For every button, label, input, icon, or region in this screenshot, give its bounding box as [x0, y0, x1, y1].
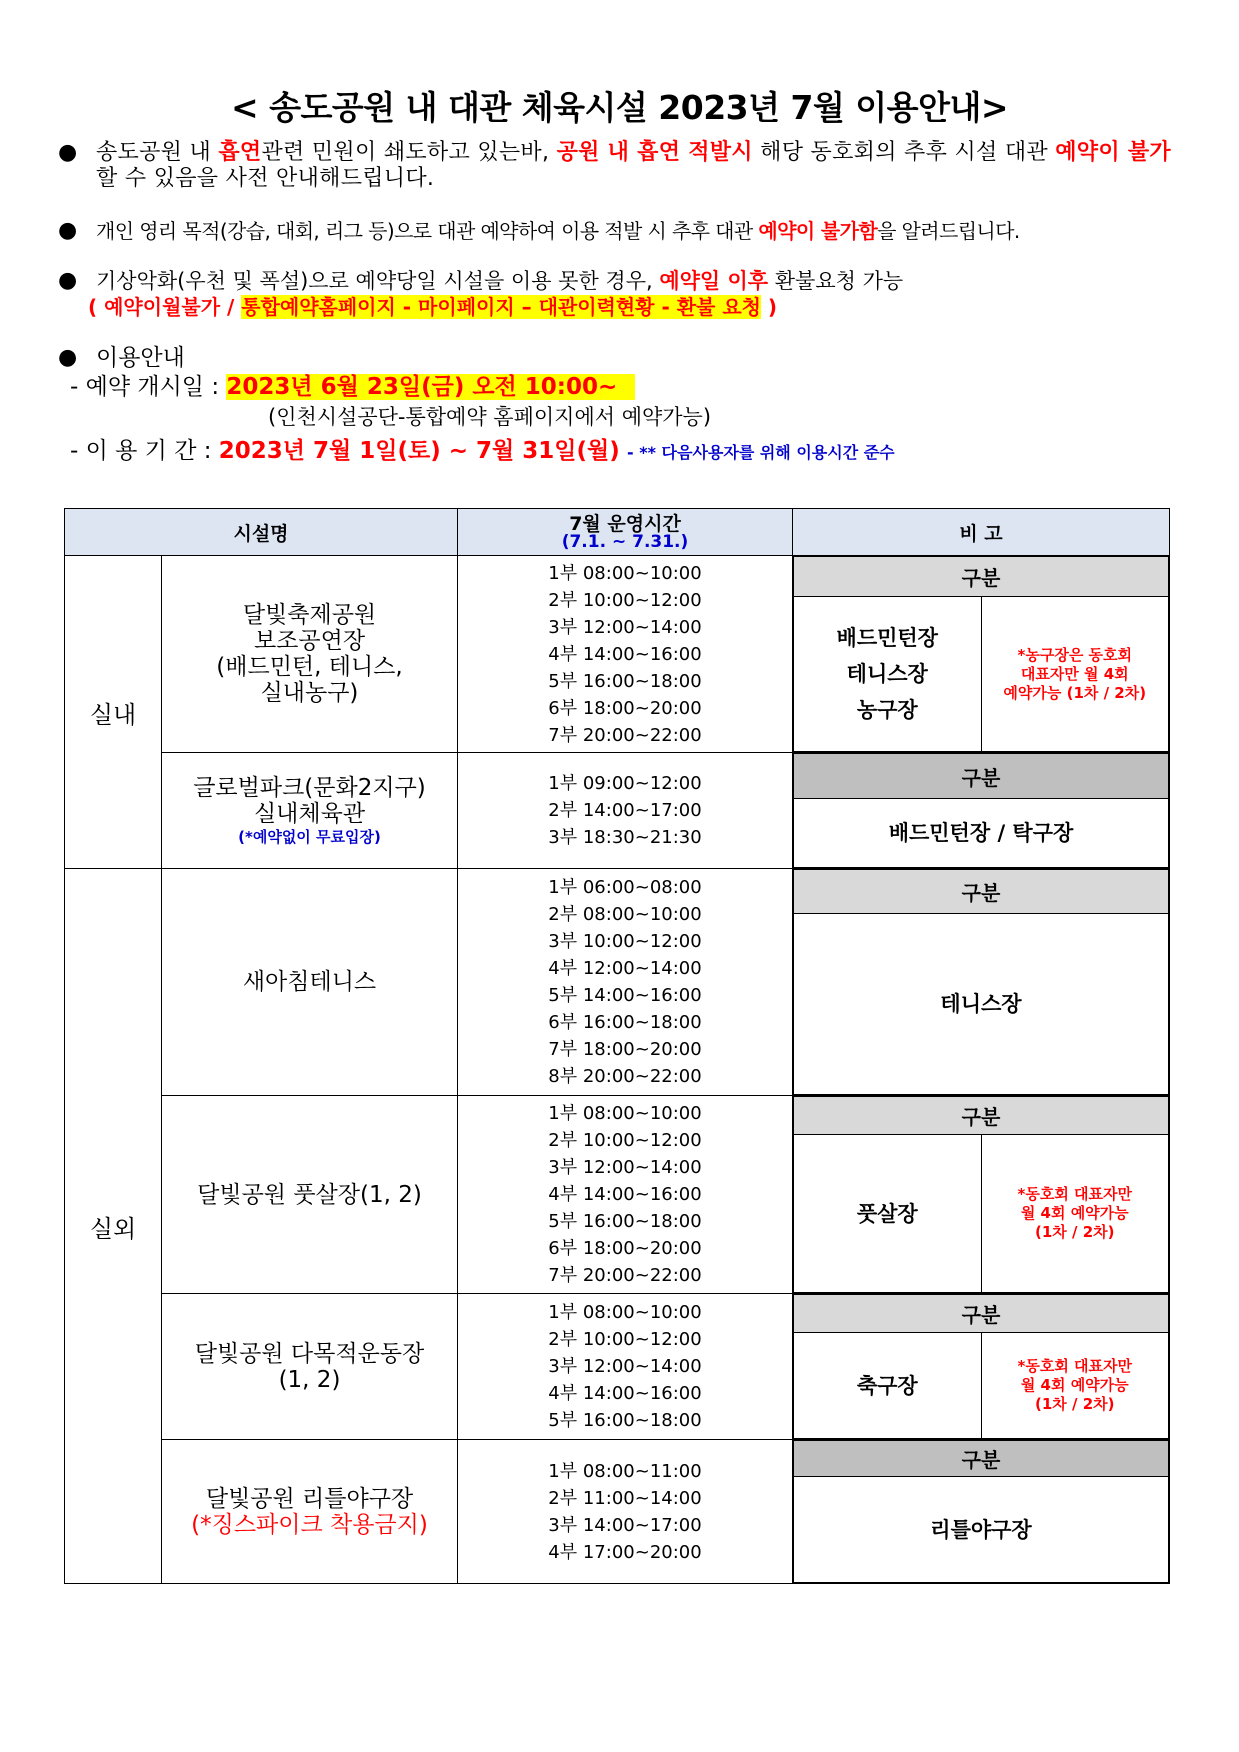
- time-slot: 2부 14:00~17:00: [548, 800, 702, 821]
- time-slot: 6부 18:00~20:00: [548, 697, 702, 719]
- time-slot: 7부 20:00~22:00: [548, 724, 702, 746]
- time-slot: 1부 08:00~10:00: [548, 1302, 702, 1323]
- gubun-label: 구분: [794, 1295, 1169, 1333]
- facility-table: [64, 508, 1170, 1584]
- usage-period-note: - ** 다음사용자를 위해 이용시간 준수: [627, 443, 895, 462]
- time-slot: 1부 08:00~10:00: [548, 562, 702, 584]
- notice-text: 해당 동호회의 추후 시설 대관: [752, 140, 1056, 165]
- bullet-icon: ●: [58, 345, 78, 370]
- table-row: [65, 1096, 1170, 1294]
- remarks-cell: [793, 869, 1170, 1096]
- notice-emphasis: 예약일 이후: [659, 269, 769, 293]
- notice-text: 환불요청 가능: [768, 269, 904, 293]
- time-slot: 4부 14:00~16:00: [548, 1184, 702, 1205]
- header-facility: 시설명: [65, 509, 458, 556]
- usage-period-value: 2023년 7월 1일(토) ~ 7월 31일(월): [218, 438, 620, 464]
- note-line: 월 4회 예약가능: [1020, 1376, 1129, 1394]
- note-line: *동호회 대표자만: [1017, 1357, 1132, 1375]
- reservation-note: [981, 597, 1169, 752]
- bullet-icon: ●: [58, 140, 78, 165]
- time-slot: 5부 16:00~18:00: [548, 670, 702, 692]
- note-line: *동호회 대표자만: [1017, 1185, 1132, 1203]
- facility-name-line: 보조공연장: [253, 628, 366, 654]
- facility-types: [794, 597, 982, 752]
- time-slot: 4부 14:00~16:00: [548, 1383, 702, 1404]
- remarks-cell: [793, 1440, 1170, 1584]
- table-row: [65, 1294, 1170, 1440]
- reservation-open: [70, 373, 635, 401]
- time-slot: 7부 18:00~20:00: [548, 1039, 702, 1060]
- reservation-note: [981, 1135, 1169, 1293]
- free-entry-note: (*예약없이 무료입장): [238, 827, 381, 846]
- time-slot: 1부 08:00~10:00: [548, 1103, 702, 1124]
- note-line: 대표자만 월 4회: [1020, 664, 1129, 683]
- notice-text: 관련 민원이 쇄도하고 있는바,: [261, 140, 557, 165]
- time-slot: 2부 10:00~12:00: [548, 1329, 702, 1350]
- notice-emphasis: 예약이 불가함: [758, 219, 878, 243]
- note-line: 월 4회 예약가능: [1020, 1204, 1129, 1222]
- note-line: 예약가능 (1차 / 2차): [1003, 683, 1147, 702]
- facility-name: [162, 1294, 458, 1440]
- time-slot: 3부 12:00~14:00: [548, 616, 702, 638]
- time-slot: 3부 12:00~14:00: [548, 1356, 702, 1377]
- facility-type: 테니스장: [794, 914, 1169, 1095]
- time-slot: 6부 18:00~20:00: [548, 1238, 702, 1259]
- gubun-label: 구분: [794, 1441, 1169, 1477]
- facility-type: 테니스장: [846, 662, 928, 686]
- table-row: [65, 753, 1170, 869]
- spike-ban-note: (*징스파이크 착용금지): [191, 1511, 428, 1538]
- time-slot: 4부 17:00~20:00: [548, 1541, 702, 1563]
- remarks-cell: [793, 1096, 1170, 1294]
- bullet-icon: ●: [58, 268, 78, 293]
- gubun-label: 구분: [794, 557, 1169, 597]
- time-slot: 5부 16:00~18:00: [548, 1211, 702, 1232]
- usage-period-label: - 이 용 기 간 :: [70, 438, 212, 464]
- facility-name: [162, 1440, 458, 1584]
- time-slots: [458, 869, 793, 1096]
- category-outdoor: 실외: [65, 869, 162, 1584]
- table-row: [65, 556, 1170, 753]
- header-hours-label: 7월 운영시간: [569, 512, 681, 535]
- time-slots: [458, 753, 793, 869]
- time-slot: 1부 09:00~12:00: [548, 773, 702, 794]
- time-slots: [458, 1096, 793, 1294]
- header-remarks: 비 고: [793, 509, 1170, 556]
- notice-emphasis: 흡연: [218, 140, 262, 165]
- notice-text: 할 수 있음을 사전 안내해드립니다.: [96, 166, 435, 191]
- usage-guide: [58, 345, 1188, 371]
- note-line: *농구장은 동호회: [1017, 645, 1132, 664]
- reservation-note: [981, 1333, 1169, 1439]
- notice-refund: [58, 268, 1188, 320]
- time-slot: 2부 11:00~14:00: [548, 1487, 702, 1509]
- notice-emphasis: 공원 내 흡연 적발시: [556, 140, 753, 165]
- facility-type: 풋살장: [794, 1135, 982, 1293]
- facility-type: 축구장: [794, 1333, 982, 1439]
- facility-type: 배드민턴장 / 탁구장: [794, 799, 1169, 868]
- time-slot: 4부 14:00~16:00: [548, 643, 702, 665]
- refund-suffix: ): [760, 295, 778, 319]
- time-slot: 8부 20:00~22:00: [548, 1066, 702, 1087]
- usage-guide-heading: 이용안내: [96, 345, 185, 371]
- facility-name-line: (1, 2): [278, 1366, 341, 1393]
- page-title: < 송도공원 내 대관 체육시설 2023년 7월 이용안내>: [231, 88, 1008, 127]
- time-slot: 2부 10:00~12:00: [548, 589, 702, 611]
- time-slot: 6부 16:00~18:00: [548, 1012, 702, 1033]
- table-row: [65, 869, 1170, 1096]
- reservation-open-value: 2023년 6월 23일(금) 오전 10:00~: [226, 374, 635, 400]
- facility-type: 배드민턴장: [836, 626, 938, 650]
- usage-period: [70, 437, 895, 467]
- time-slot: 3부 12:00~14:00: [548, 1157, 702, 1178]
- refund-path-text: 통합예약홈페이지 - 마이페이지 – 대관이력현황 - 환불 요청: [241, 295, 761, 319]
- time-slot: 3부 18:30~21:30: [548, 827, 702, 848]
- category-indoor: 실내: [65, 556, 162, 869]
- facility-name-line: 실내체육관: [253, 800, 366, 827]
- time-slots: [458, 1294, 793, 1440]
- facility-name: 달빛공원 풋살장(1, 2): [162, 1096, 458, 1294]
- facility-name-line: 달빛축제공원: [242, 602, 377, 628]
- time-slot: 5부 14:00~16:00: [548, 985, 702, 1006]
- time-slot: 5부 16:00~18:00: [548, 1410, 702, 1431]
- note-line: (1차 / 2차): [1035, 1223, 1115, 1241]
- facility-name: 새아침테니스: [162, 869, 458, 1096]
- facility-name-line: 달빛공원 다목적운동장: [194, 1340, 425, 1367]
- facility-name: [162, 556, 458, 753]
- notice-commercial: [58, 218, 1188, 244]
- bullet-icon: ●: [58, 218, 77, 243]
- facility-name-line: 글로벌파크(문화2지구): [193, 774, 426, 801]
- time-slots: [458, 556, 793, 753]
- facility-name-line: 달빛공원 리틀야구장: [205, 1485, 414, 1512]
- table-row: [65, 1440, 1170, 1584]
- header-hours: [458, 509, 793, 556]
- time-slot: 1부 08:00~11:00: [548, 1460, 702, 1482]
- time-slots: [458, 1440, 793, 1584]
- time-slot: 3부 14:00~17:00: [548, 1514, 702, 1536]
- gubun-label: 구분: [794, 1097, 1169, 1135]
- remarks-cell: [793, 556, 1170, 753]
- gubun-label: 구분: [794, 754, 1169, 799]
- notice-text: 을 알려드립니다.: [877, 219, 1020, 243]
- facility-name-line: 실내농구): [260, 680, 359, 706]
- note-line: (1차 / 2차): [1035, 1395, 1115, 1413]
- remarks-cell: [793, 753, 1170, 869]
- time-slot: 7부 20:00~22:00: [548, 1265, 702, 1286]
- facility-type: 농구장: [856, 698, 918, 722]
- reservation-open-label: - 예약 개시일 :: [70, 374, 220, 400]
- time-slot: 3부 10:00~12:00: [548, 931, 702, 952]
- time-slot: 1부 06:00~08:00: [548, 877, 702, 898]
- notice-smoking: [58, 140, 1188, 192]
- refund-path: [88, 294, 1188, 320]
- notice-text: 기상악화(우천 및 폭설)으로 예약당일 시설을 이용 못한 경우,: [96, 269, 660, 293]
- time-slot: 2부 10:00~12:00: [548, 1130, 702, 1151]
- notice-emphasis: 예약이 불가: [1055, 140, 1171, 165]
- refund-prefix: ( 예약이월불가 /: [88, 295, 242, 319]
- reservation-open-note: (인천시설공단-통합예약 홈페이지에서 예약가능): [268, 405, 712, 429]
- remarks-cell: [793, 1294, 1170, 1440]
- notice-text: 개인 영리 목적(강습, 대회, 리그 등)으로 대관 예약하여 이용 적발 시 추후 대관: [96, 219, 759, 243]
- time-slot: 4부 12:00~14:00: [548, 958, 702, 979]
- facility-name: [162, 753, 458, 869]
- gubun-label: 구분: [794, 870, 1169, 914]
- notice-text: 송도공원 내: [96, 140, 219, 165]
- header-hours-range: (7.1. ~ 7.31.): [561, 531, 689, 552]
- time-slot: 2부 08:00~10:00: [548, 904, 702, 925]
- facility-name-line: (배드민턴, 테니스,: [216, 654, 403, 680]
- facility-type: 리틀야구장: [794, 1477, 1169, 1583]
